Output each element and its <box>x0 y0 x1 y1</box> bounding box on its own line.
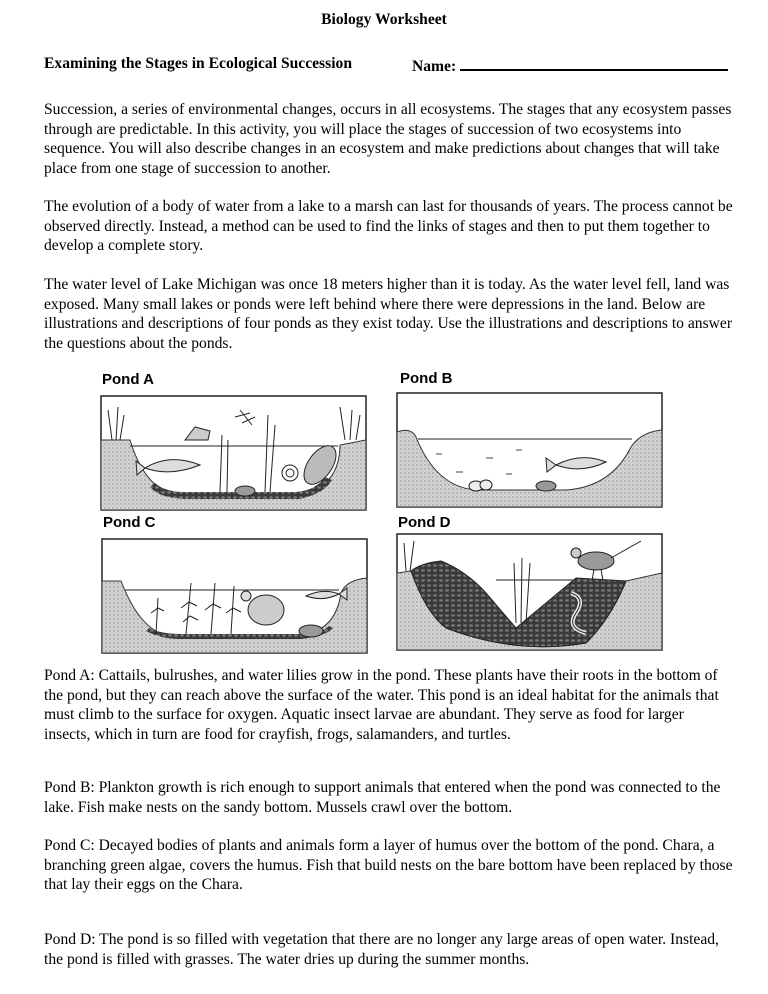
pond-a-illustration <box>100 395 368 513</box>
pond-d-description: Pond D: The pond is so filled with vegetation that there are no longer any large areas of open water. Instead, the pond is filled with grasses. The water dries up during the summer months. <box>44 931 719 968</box>
pond-b-description: Pond B: Plankton growth is rich enough to support animals that entered when the pond was connected to the lake. Fish make nests on the sandy bottom. Mussels crawl over the bottom. <box>44 779 721 816</box>
worksheet-title: Biology Worksheet <box>321 11 447 28</box>
pond-d-illustration <box>396 533 664 655</box>
pond-a-description: Pond A: Cattails, bulrushes, and water lilies grow in the pond. These plants have their roots in the bottom of the pond, but they can reach above the surface of the water. This pond is an ideal habitat for the animals that must climb to the surface for oxygen. Aquatic insect larvae are abundant. They serve as food for larger insects, which in turn are food for crayfish, frogs, salamanders, and turtles. <box>44 667 719 743</box>
pond-d-label: Pond D <box>398 514 451 531</box>
pond-b-illustration <box>396 392 664 510</box>
pond-a-label: Pond A <box>102 371 154 388</box>
worksheet-subtitle: Examining the Stages in Ecological Succession <box>44 55 352 72</box>
pond-b-label: Pond B <box>400 370 453 387</box>
intro-paragraph-2: The evolution of a body of water from a lake to a marsh can last for thousands of years. The process cannot be observed directly. Instead, a method can be used to find the links of stages and then to put them together to develop a complete story. <box>44 198 733 255</box>
pond-c-label: Pond C <box>103 514 156 531</box>
intro-paragraph-3: The water level of Lake Michigan was once 18 meters higher than it is today. As the water level fell, land was exposed. Many small lakes or ponds were left behind where there were depressions in the land. Below are illustrations and descriptions of four ponds as they exist today. Use the illustrations and descriptions to answer the questions about the ponds. <box>44 276 733 352</box>
intro-paragraph-1: Succession, a series of environmental changes, occurs in all ecosystems. The stages that any ecosystem passes through are predictable. In this activity, you will place the stages of succession of two ecosystems into sequence. You will also describe changes in an ecosystem and make predictions about changes that will take place from one stage of succession to another. <box>44 101 732 177</box>
pond-c-description: Pond C: Decayed bodies of plants and animals form a layer of humus over the bottom of the pond. Chara, a branching green algae, covers the humus. Fish that build nests on the bare bottom have been replaced by those that lay their eggs on the Chara. <box>44 837 733 894</box>
name-label: Name: <box>412 58 457 75</box>
pond-c-illustration <box>101 538 369 656</box>
name-field[interactable] <box>412 55 728 76</box>
name-blank-line[interactable] <box>460 55 728 71</box>
